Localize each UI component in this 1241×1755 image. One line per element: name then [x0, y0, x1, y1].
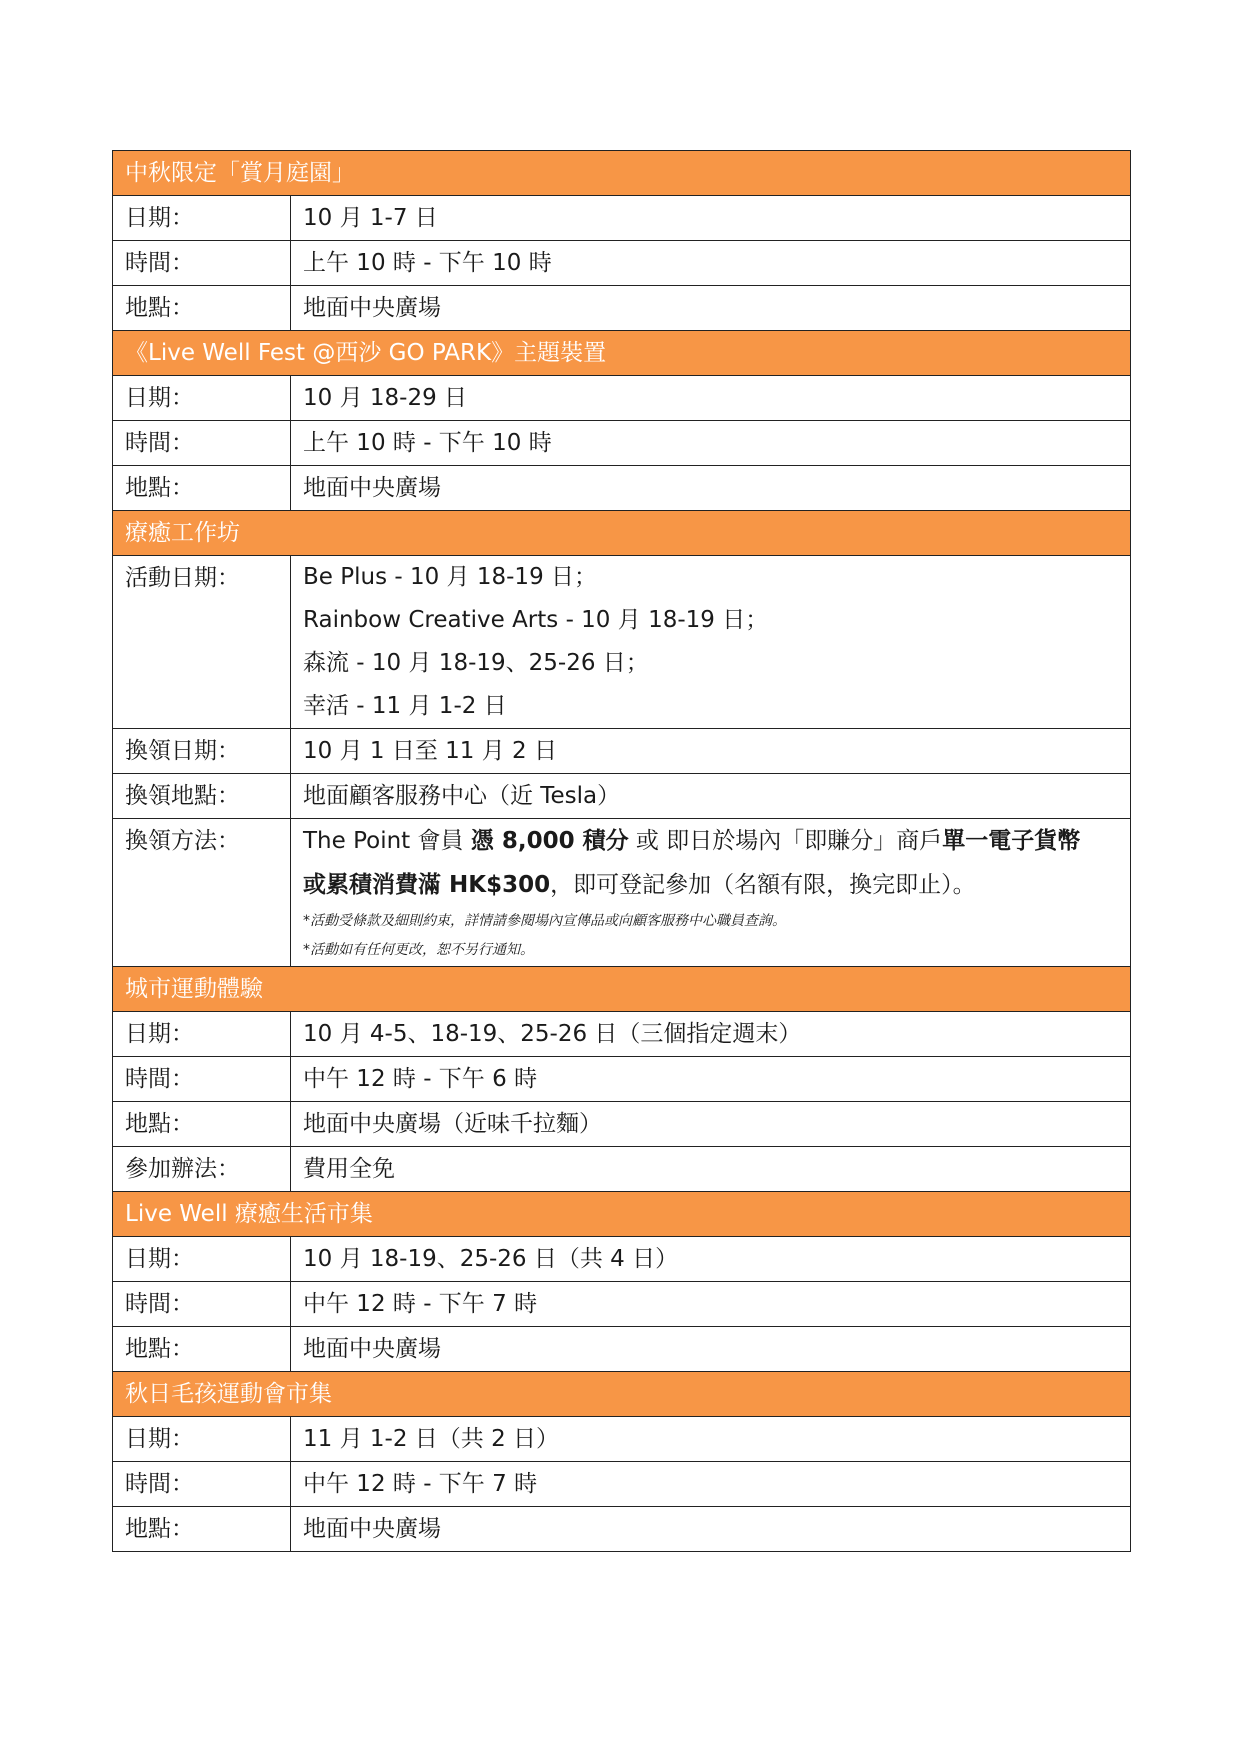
table-row [113, 774, 1131, 819]
table-row [113, 1102, 1131, 1147]
row-value: 中午 12 時 - 下午 7 時 [291, 1462, 1131, 1507]
row-label: 活動日期： [113, 556, 291, 729]
table-row [113, 1237, 1131, 1282]
row-value: 中午 12 時 - 下午 7 時 [291, 1282, 1131, 1327]
row-label: 日期： [113, 1012, 291, 1057]
row-label: 換領地點： [113, 774, 291, 819]
row-value: 費用全免 [291, 1147, 1131, 1192]
row-value: 中午 12 時 - 下午 6 時 [291, 1057, 1131, 1102]
table-row [113, 466, 1131, 511]
section-title: Live Well 療癒生活市集 [113, 1192, 1131, 1237]
row-value: 上午 10 時 - 下午 10 時 [291, 421, 1131, 466]
row-label: 時間： [113, 1462, 291, 1507]
table-row [113, 1282, 1131, 1327]
table-row [113, 241, 1131, 286]
section-title: 秋日毛孩運動會市集 [113, 1372, 1131, 1417]
row-value: 地面中央廣場 [291, 1507, 1131, 1552]
section-header-pet-market [113, 1372, 1131, 1417]
terms-note: *活動受條款及細則約束，詳情請參閱場內宣傳品或向顧客服務中心職員查詢。 [303, 913, 786, 929]
row-label: 日期： [113, 196, 291, 241]
row-label: 時間： [113, 1057, 291, 1102]
table-row [113, 421, 1131, 466]
table-row [113, 196, 1131, 241]
event-schedule-table [112, 150, 1131, 1552]
row-label: 參加辦法： [113, 1147, 291, 1192]
activity-line: 森流 - 10 月 18-19、25-26 日； [303, 650, 649, 676]
row-label: 地點： [113, 1507, 291, 1552]
table-row [113, 1462, 1131, 1507]
row-value: 11 月 1-2 日（共 2 日） [291, 1417, 1131, 1462]
row-label: 時間： [113, 241, 291, 286]
method-line-1 [303, 819, 1118, 863]
table-row [113, 1057, 1131, 1102]
row-value-activity-dates [291, 556, 1131, 729]
section-title: 《Live Well Fest @西沙 GO PARK》主題裝置 [113, 331, 1131, 376]
method-text: The Point 會員 [303, 828, 464, 854]
method-text: 或 即日於場內「即賺分」商戶 [628, 828, 943, 854]
notes [303, 907, 1118, 966]
table-row [113, 1507, 1131, 1552]
table-row [113, 286, 1131, 331]
row-label: 換領方法： [113, 819, 291, 967]
table-row [113, 819, 1131, 967]
table-row [113, 1417, 1131, 1462]
section-header-market [113, 1192, 1131, 1237]
change-note: *活動如有任何更改，恕不另行通知。 [303, 942, 534, 958]
method-points-highlight: 憑 8,000 積分 [470, 828, 629, 854]
row-value: 地面中央廣場（近味千拉麵） [291, 1102, 1131, 1147]
row-label: 日期： [113, 376, 291, 421]
activity-line: Be Plus - 10 月 18-19 日； [303, 564, 598, 590]
section-title: 療癒工作坊 [113, 511, 1131, 556]
row-value: 地面中央廣場 [291, 1327, 1131, 1372]
row-value-redeem-method [291, 819, 1131, 967]
method-spend-highlight: 或累積消費滿 HK$300 [303, 872, 551, 898]
row-value: 地面顧客服務中心（近 Tesla） [291, 774, 1131, 819]
row-label: 時間： [113, 421, 291, 466]
row-value: 上午 10 時 - 下午 10 時 [291, 241, 1131, 286]
row-value: 10 月 18-29 日 [291, 376, 1131, 421]
row-value: 10 月 1 日至 11 月 2 日 [291, 729, 1131, 774]
row-value: 10 月 1-7 日 [291, 196, 1131, 241]
section-header-workshop [113, 511, 1131, 556]
section-header-live-well-fest [113, 331, 1131, 376]
section-title: 中秋限定「賞月庭園」 [113, 151, 1131, 196]
section-title: 城市運動體驗 [113, 967, 1131, 1012]
row-label: 日期： [113, 1417, 291, 1462]
row-label: 地點： [113, 286, 291, 331]
row-label: 時間： [113, 1282, 291, 1327]
row-label: 換領日期： [113, 729, 291, 774]
row-label: 日期： [113, 1237, 291, 1282]
row-label: 地點： [113, 1102, 291, 1147]
row-label: 地點： [113, 1327, 291, 1372]
table-row [113, 1147, 1131, 1192]
row-value: 10 月 4-5、18-19、25-26 日（三個指定週末） [291, 1012, 1131, 1057]
table-row [113, 1012, 1131, 1057]
table-row [113, 376, 1131, 421]
table-row [113, 556, 1131, 729]
section-header-mid-autumn [113, 151, 1131, 196]
row-value: 地面中央廣場 [291, 286, 1131, 331]
method-text: ，即可登記參加（名額有限，換完即止）。 [550, 872, 976, 898]
row-label: 地點： [113, 466, 291, 511]
row-value: 地面中央廣場 [291, 466, 1131, 511]
table-row [113, 1327, 1131, 1372]
activity-line: Rainbow Creative Arts - 10 月 18-19 日； [303, 607, 769, 633]
method-ecurrency-highlight: 單一電子貨幣 [942, 828, 1081, 854]
table-row [113, 729, 1131, 774]
row-value: 10 月 18-19、25-26 日（共 4 日） [291, 1237, 1131, 1282]
section-header-city-sports [113, 967, 1131, 1012]
method-line-2 [303, 863, 1118, 907]
activity-line: 幸活 - 11 月 1-2 日 [303, 693, 507, 719]
